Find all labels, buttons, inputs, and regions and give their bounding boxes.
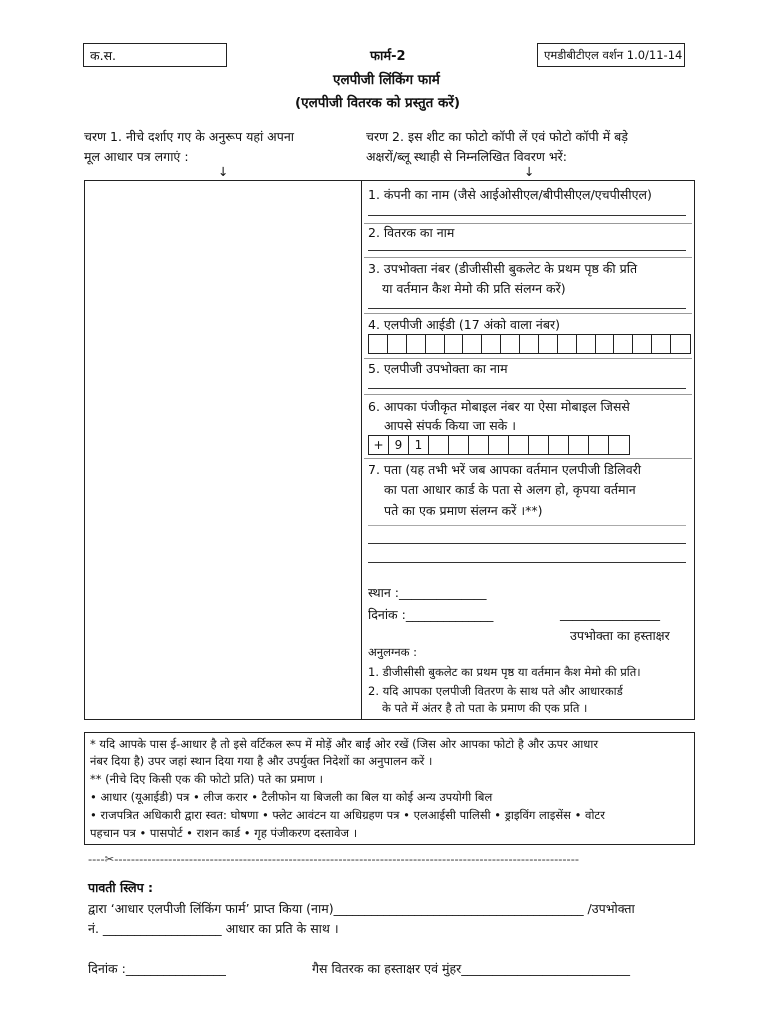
lpg-id-cell[interactable] — [539, 335, 558, 353]
field-consumer-no-input[interactable] — [368, 308, 686, 309]
lpg-id-cells[interactable] — [368, 334, 691, 354]
scissors-cut-line: ----✂---------------------------------------------------------------------------------------------------------------- — [88, 852, 579, 866]
field-consumer-name-label: 5. एलपीजी उपभोक्ता का नाम — [368, 361, 508, 376]
mobile-cell[interactable] — [489, 436, 509, 454]
field-address-label: 7. पता (यह तभी भरें जब आपका वर्तमान एलपीजी डिलिवरी — [368, 462, 641, 477]
serial-number-box[interactable] — [83, 43, 227, 67]
lpg-id-cell[interactable] — [501, 335, 520, 353]
version-box — [537, 43, 685, 67]
step1-text-2: मूल आधार पत्र लगाएं : — [84, 149, 189, 164]
step2-text: चरण 2. इस शीट का फोटो कॉपी लें एवं फोटो कॉपी में बड़े — [366, 129, 628, 144]
step2-text-2: अक्षरों/ब्लू स्थाही से निम्नलिखित विवरण भरें: — [366, 149, 567, 164]
mobile-cell: + — [369, 436, 389, 454]
serial-label: क.स. — [90, 48, 116, 63]
field-distributor-label: 2. वितरक का नाम — [368, 225, 455, 240]
lpg-id-cell[interactable] — [596, 335, 615, 353]
mobile-cell[interactable] — [589, 436, 609, 454]
form-number: फार्म-2 — [370, 49, 406, 64]
version-label: एमडीबीटीएल वर्शन 1.0/11-14 — [544, 48, 683, 62]
field-company-label: 1. कंपनी का नाम (जैसे आईओसीएल/बीपीसीएल/एचपीसीएल) — [368, 187, 652, 202]
note-proof-list-2: • राजपत्रित अधिकारी द्वारा स्वत: घोषणा • फ्लेट आवंटन या अधिग्रहण पत्र • एलआईसी पालिसी • ड्राइविंग लाइसेंस • वोटर — [90, 808, 605, 822]
mobile-cell[interactable] — [609, 436, 629, 454]
note-eaadhaar-2: नंबर दिया है) उपर जहां स्थान दिया गया है और उपर्युक्त निदेशों का अनुपालन करें । — [90, 754, 433, 768]
place-field[interactable]: स्थान :______________ — [368, 585, 487, 600]
step2-arrow: ↓ — [524, 164, 535, 179]
annex-item-1: 1. डीजीसीसी बुकलेट का प्रथम पृष्ठ या वर्तमान कैश मेमो की प्रति। — [368, 665, 641, 679]
receipt-title: पावती स्लिप : — [88, 880, 154, 895]
field-consumer-no-label: 3. उपभोक्ता नंबर (डीजीसीसी बुकलेट के प्रथम पृष्ठ की प्रति — [368, 261, 638, 276]
mobile-cell[interactable] — [509, 436, 529, 454]
lpg-id-cell[interactable] — [671, 335, 690, 353]
address-line-3[interactable] — [368, 562, 686, 563]
field-mobile-label-2: आपसे संपर्क किया जा सके । — [384, 418, 516, 433]
lpg-id-cell[interactable] — [426, 335, 445, 353]
receipt-line-2[interactable]: नं. ___________________ आधार का प्रति के साथ । — [88, 921, 339, 936]
mobile-cell[interactable] — [469, 436, 489, 454]
date-field[interactable]: दिनांक :______________ — [368, 607, 494, 622]
aadhaar-attach-area[interactable] — [84, 180, 362, 720]
mobile-cell[interactable] — [549, 436, 569, 454]
signature-line[interactable]: ________________ — [560, 606, 660, 621]
lpg-id-cell[interactable] — [633, 335, 652, 353]
lpg-id-cell[interactable] — [558, 335, 577, 353]
note-proof: ** (नीचे दिए किसी एक की फोटो प्रति) पते का प्रमाण । — [90, 772, 324, 786]
annex-item-2b: के पते में अंतर है तो पता के प्रमाण की एक प्रति । — [382, 701, 588, 715]
lpg-id-cell[interactable] — [520, 335, 539, 353]
mobile-cells[interactable] — [368, 435, 630, 455]
field-consumer-no-label-2: या वर्तमान कैश मेमो की प्रति संलग्न करें) — [382, 281, 566, 296]
form-title: एलपीजी लिंकिंग फार्म — [333, 72, 440, 88]
receipt-date[interactable]: दिनांक :________________ — [88, 961, 226, 976]
lpg-id-cell[interactable] — [463, 335, 482, 353]
note-proof-list-1: • आधार (यूआईडी) पत्र • लीज करार • टैलीफोन या बिजली का बिल या कोई अन्य उपयोगी बिल — [90, 790, 493, 804]
step1-text: चरण 1. नीचे दर्शाए गए के अनुरूप यहां अपना — [84, 129, 295, 144]
lpg-id-cell[interactable] — [407, 335, 426, 353]
annex-item-2: 2. यदि आपका एलपीजी वितरण के साथ पते और आधारकार्ड — [368, 684, 623, 698]
address-line-2[interactable] — [368, 543, 686, 544]
mobile-cell[interactable] — [569, 436, 589, 454]
field-address-label-2: का पता आधार कार्ड के पता से अलग हो, कृपया वर्तमान — [384, 482, 636, 497]
step1-arrow: ↓ — [218, 164, 229, 179]
lpg-id-cell[interactable] — [614, 335, 633, 353]
receipt-signature[interactable]: गैस वितरक का हस्ताक्षर एवं मुंहर___________________________ — [312, 961, 630, 976]
mobile-cell: 1 — [409, 436, 429, 454]
receipt-line-1[interactable]: द्वारा ‘आधार एलपीजी लिंकिंग फार्म’ प्राप्त किया (नाम)________________________________________ /उपभोक्ता — [88, 901, 635, 916]
field-address-label-3: पते का एक प्रमाण संलग्न करें ।**) — [384, 503, 543, 518]
field-distributor-input[interactable] — [368, 250, 686, 251]
lpg-id-cell[interactable] — [445, 335, 464, 353]
lpg-id-cell[interactable] — [652, 335, 671, 353]
field-mobile-label: 6. आपका पंजीकृत मोबाइल नंबर या ऐसा मोबाइल जिससे — [368, 399, 630, 414]
note-proof-list-3: पहचान पत्र • पासपोर्ट • राशन कार्ड • गृह पंजीकरण दस्तावेज । — [90, 826, 358, 840]
lpg-id-cell[interactable] — [369, 335, 388, 353]
form-subtitle: (एलपीजी वितरक को प्रस्तुत करें) — [295, 95, 461, 111]
mobile-cell[interactable] — [429, 436, 449, 454]
lpg-id-cell[interactable] — [577, 335, 596, 353]
field-lpg-id-label: 4. एलपीजी आईडी (17 अंको वाला नंबर) — [368, 317, 560, 332]
field-consumer-name-input[interactable] — [368, 388, 686, 389]
annex-title: अनुलग्नक : — [368, 645, 417, 659]
lpg-id-cell[interactable] — [482, 335, 501, 353]
note-eaadhaar: * यदि आपके पास ई-आधार है तो इसे वर्टिकल रूप में मोड़ें और बाईं ओर रखें (जिस ओर आपका फोटो है और ऊपर आधार — [90, 737, 599, 751]
mobile-cell[interactable] — [449, 436, 469, 454]
address-line-1[interactable] — [368, 525, 686, 526]
mobile-cell: 9 — [389, 436, 409, 454]
field-company-input[interactable] — [368, 215, 686, 216]
lpg-id-cell[interactable] — [388, 335, 407, 353]
mobile-cell[interactable] — [529, 436, 549, 454]
signature-label: उपभोक्ता का हस्ताक्षर — [570, 628, 670, 643]
